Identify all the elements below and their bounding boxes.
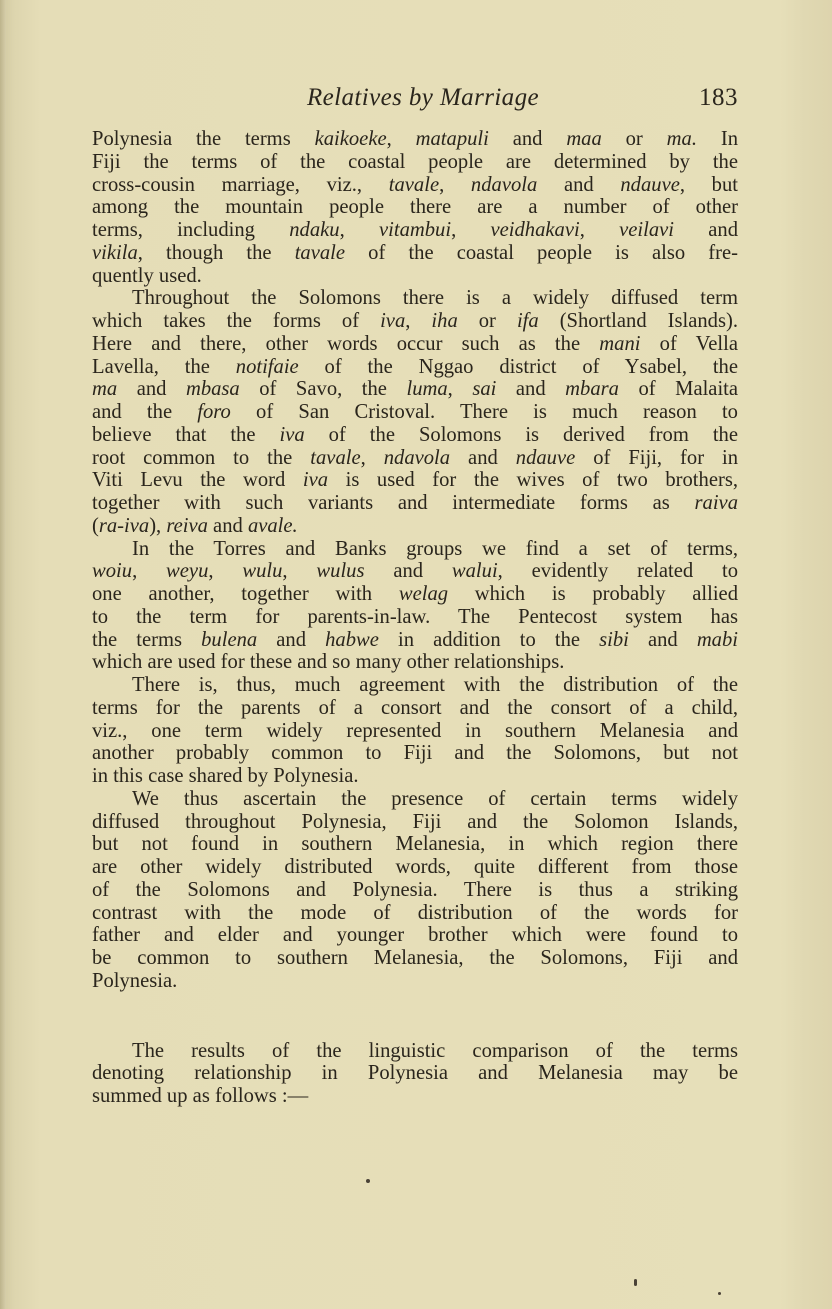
italic-term: veidhakavi bbox=[490, 219, 580, 241]
italic-term: notifaie bbox=[235, 355, 299, 378]
text-line bbox=[92, 947, 738, 970]
text-run: terms for the parents of a consort and the consort of a child, bbox=[92, 696, 738, 719]
text-line bbox=[92, 924, 738, 947]
running-head-title: Relatives by Marriage bbox=[307, 84, 539, 111]
text-run: among the mountain people there are a number of other bbox=[92, 196, 738, 219]
text-run: and bbox=[257, 628, 326, 651]
italic-term: iva bbox=[380, 310, 406, 332]
text-run: believe that the bbox=[92, 423, 280, 446]
text-line bbox=[92, 811, 738, 834]
text-run: , bbox=[439, 173, 471, 196]
text-run: , bbox=[208, 560, 243, 583]
italic-term: ma bbox=[92, 378, 118, 401]
text-run: , bbox=[451, 219, 491, 241]
italic-term: iha bbox=[431, 310, 458, 332]
text-run: ), bbox=[149, 514, 167, 537]
page-number: 183 bbox=[699, 84, 738, 111]
text-run: which is probably allied bbox=[448, 583, 738, 605]
italic-term: woiu bbox=[92, 560, 133, 583]
italic-term: ndauve bbox=[620, 173, 680, 196]
italic-term: mbasa bbox=[185, 378, 240, 401]
italic-term: walui bbox=[451, 560, 498, 583]
text-run: , bbox=[386, 128, 416, 150]
text-run: , bbox=[132, 560, 167, 583]
italic-term: ra-iva bbox=[98, 514, 150, 537]
text-run: In the Torres and Banks groups we find a set of terms, bbox=[132, 537, 738, 560]
italic-term: kaikoeke bbox=[314, 128, 387, 150]
text-line bbox=[92, 788, 738, 811]
text-run: together with such variants and intermediate forms as bbox=[92, 492, 695, 514]
text-run: , bbox=[339, 219, 379, 241]
italic-term: veilavi bbox=[619, 219, 674, 241]
text-run: father and elder and younger brother which were found to bbox=[92, 924, 738, 947]
text-run: The results of the linguistic comparison of the terms bbox=[132, 1039, 738, 1062]
text-run: , bbox=[360, 446, 384, 469]
italic-term: raiva bbox=[694, 492, 738, 514]
italic-term: wulus bbox=[316, 560, 365, 583]
text-run: which are used for these and so many other relationships. bbox=[92, 651, 565, 674]
text-run: and bbox=[537, 173, 621, 196]
paragraph-p6 bbox=[92, 1040, 738, 1108]
text-run: be common to southern Melanesia, the Solomons, Fiji and bbox=[92, 947, 738, 969]
text-run: quently used. bbox=[92, 264, 202, 287]
italic-term: ndauve bbox=[515, 446, 576, 469]
italic-term: tavale bbox=[388, 173, 440, 196]
text-run: or bbox=[457, 310, 517, 332]
text-run: diffused throughout Polynesia, Fiji and the Solomon Islands, bbox=[92, 810, 738, 833]
text-run: Fiji the terms of the coastal people are determined by the bbox=[92, 150, 738, 173]
text-line bbox=[92, 697, 738, 720]
italic-term: ndavola bbox=[383, 446, 451, 469]
text-run: cross-cousin marriage, viz., bbox=[92, 173, 389, 196]
text-run: and bbox=[628, 628, 697, 651]
text-run: terms, including bbox=[92, 219, 290, 241]
text-run: , evidently related to bbox=[497, 560, 738, 583]
italic-term: iva bbox=[302, 469, 329, 492]
text-line bbox=[92, 333, 738, 356]
text-run: viz., one term widely represented in southern Melanesia and bbox=[92, 719, 738, 742]
page-binding-edge bbox=[0, 0, 6, 1309]
text-line bbox=[92, 765, 738, 788]
text-line bbox=[92, 265, 738, 288]
text-line bbox=[92, 606, 738, 629]
text-line bbox=[92, 560, 738, 583]
text-line bbox=[92, 629, 738, 652]
text-run: and bbox=[674, 219, 739, 241]
text-run: Polynesia the terms bbox=[92, 128, 315, 150]
paragraph-p3 bbox=[92, 538, 738, 675]
text-run: of Malaita bbox=[618, 378, 739, 401]
scan-speck bbox=[366, 1179, 370, 1183]
italic-term: maa bbox=[566, 128, 602, 150]
text-line bbox=[92, 287, 738, 310]
running-head bbox=[92, 84, 738, 114]
text-line bbox=[92, 1085, 738, 1108]
text-line bbox=[92, 151, 738, 174]
text-run: and bbox=[207, 514, 248, 537]
text-line bbox=[92, 310, 738, 333]
text-line bbox=[92, 515, 738, 538]
text-run: Throughout the Solomons there is a widely diffused term bbox=[132, 287, 738, 310]
scan-speck bbox=[718, 1292, 721, 1295]
text-run: of the coastal people is also fre- bbox=[345, 241, 738, 264]
text-line bbox=[92, 720, 738, 743]
text-line bbox=[92, 856, 738, 879]
text-run: of Fiji, for in bbox=[575, 446, 739, 469]
text-run: and the bbox=[92, 401, 198, 423]
text-run: Viti Levu the word bbox=[92, 469, 303, 492]
italic-term: iva bbox=[279, 423, 305, 446]
text-run: , bbox=[579, 219, 620, 241]
paragraph-p1 bbox=[92, 128, 738, 287]
text-run: to the term for parents-in-law. The Pentecost system has bbox=[92, 605, 738, 628]
italic-term: weyu bbox=[166, 560, 209, 583]
text-run: contrast with the mode of distribution of the words for bbox=[92, 901, 738, 924]
text-line bbox=[92, 219, 738, 242]
text-line bbox=[92, 492, 738, 515]
text-run: There is, thus, much agreement with the distribution of the bbox=[132, 674, 738, 696]
italic-term: tavale bbox=[294, 241, 346, 264]
text-run: summed up as follows :— bbox=[92, 1085, 309, 1107]
text-run: and bbox=[117, 378, 186, 401]
text-run: , but bbox=[679, 173, 738, 196]
italic-term: ifa bbox=[516, 310, 539, 332]
text-run: , bbox=[405, 310, 432, 332]
text-run: , bbox=[282, 560, 317, 583]
text-line bbox=[92, 742, 738, 765]
text-run: in addition to the bbox=[378, 628, 600, 651]
scan-speck bbox=[634, 1279, 637, 1286]
text-line bbox=[92, 378, 738, 401]
text-line bbox=[92, 1040, 738, 1063]
text-line bbox=[92, 833, 738, 856]
text-run: of San Cristoval. There is much reason to bbox=[230, 401, 738, 423]
text-run: or bbox=[601, 128, 667, 150]
text-run: but not found in southern Melanesia, in which region there bbox=[92, 833, 738, 856]
text-line bbox=[92, 242, 738, 265]
italic-term: avale. bbox=[247, 514, 298, 537]
text-run: is used for the wives of two brothers, bbox=[328, 469, 738, 492]
text-line bbox=[92, 447, 738, 470]
body-text bbox=[92, 128, 738, 1108]
italic-term: luma bbox=[406, 378, 448, 401]
text-run: ( bbox=[92, 514, 99, 537]
text-run: of the Solomons and Polynesia. There is thus a striking bbox=[92, 878, 738, 901]
italic-term: foro bbox=[197, 401, 231, 423]
text-line bbox=[92, 879, 738, 902]
text-line bbox=[92, 174, 738, 197]
text-run: are other widely distributed words, quite different from those bbox=[92, 856, 738, 878]
italic-term: ndaku bbox=[289, 219, 340, 241]
text-run: which takes the forms of bbox=[92, 310, 381, 332]
text-line bbox=[92, 356, 738, 379]
paragraph-p2 bbox=[92, 287, 738, 537]
text-line bbox=[92, 1062, 738, 1085]
italic-term: mani bbox=[599, 332, 641, 355]
text-run: and bbox=[450, 446, 516, 469]
text-line bbox=[92, 128, 738, 151]
text-line bbox=[92, 970, 738, 993]
text-run: and bbox=[488, 128, 567, 150]
text-run: one another, together with bbox=[92, 583, 399, 605]
paragraph-p5 bbox=[92, 788, 738, 993]
text-run: Lavella, the bbox=[92, 355, 236, 378]
text-run: Here and there, other words occur such as the bbox=[92, 332, 600, 355]
text-run: in this case shared by Polynesia. bbox=[92, 765, 359, 787]
italic-term: ndavola bbox=[470, 173, 538, 196]
text-run: of the Solomons is derived from the bbox=[304, 423, 738, 446]
text-line bbox=[92, 538, 738, 561]
italic-term: tavale bbox=[310, 446, 361, 469]
paragraph-p4 bbox=[92, 674, 738, 788]
italic-term: vikila bbox=[92, 241, 138, 264]
text-line bbox=[92, 196, 738, 219]
text-run: , though the bbox=[137, 241, 295, 264]
text-line bbox=[92, 424, 738, 447]
text-run: (Shortland Islands). bbox=[538, 310, 739, 332]
text-run: the terms bbox=[92, 628, 202, 651]
text-run: denoting relationship in Polynesia and Melanesia may be bbox=[92, 1062, 738, 1085]
text-line bbox=[92, 401, 738, 424]
text-line bbox=[92, 469, 738, 492]
text-run: , bbox=[447, 378, 473, 401]
italic-term: sibi bbox=[599, 628, 629, 651]
text-line bbox=[92, 674, 738, 697]
text-run: and bbox=[364, 560, 452, 583]
text-line bbox=[92, 583, 738, 606]
italic-term: welag bbox=[398, 583, 449, 605]
italic-term: reiva bbox=[166, 514, 208, 537]
text-run: root common to the bbox=[92, 446, 311, 469]
italic-term: bulena bbox=[201, 628, 258, 651]
text-run: of the Nggao district of Ysabel, the bbox=[298, 355, 738, 378]
text-run: of Savo, the bbox=[239, 378, 407, 401]
text-line bbox=[92, 902, 738, 925]
text-run: of Vella bbox=[640, 332, 738, 355]
italic-term: vitambui bbox=[378, 219, 452, 241]
italic-term: wulu bbox=[242, 560, 283, 583]
italic-term: mabi bbox=[696, 628, 738, 651]
italic-term: habwe bbox=[325, 628, 379, 651]
text-run: Polynesia. bbox=[92, 969, 178, 992]
text-run: In bbox=[696, 128, 738, 150]
text-run: and bbox=[496, 378, 566, 401]
italic-term: matapuli bbox=[415, 128, 489, 150]
text-run: We thus ascertain the presence of certain terms widely bbox=[132, 787, 738, 810]
italic-term: mbara bbox=[565, 378, 619, 401]
italic-term: ma. bbox=[666, 128, 697, 150]
italic-term: sai bbox=[472, 378, 497, 401]
text-line bbox=[92, 651, 738, 674]
text-run: another probably common to Fiji and the Solomons, but not bbox=[92, 742, 738, 765]
